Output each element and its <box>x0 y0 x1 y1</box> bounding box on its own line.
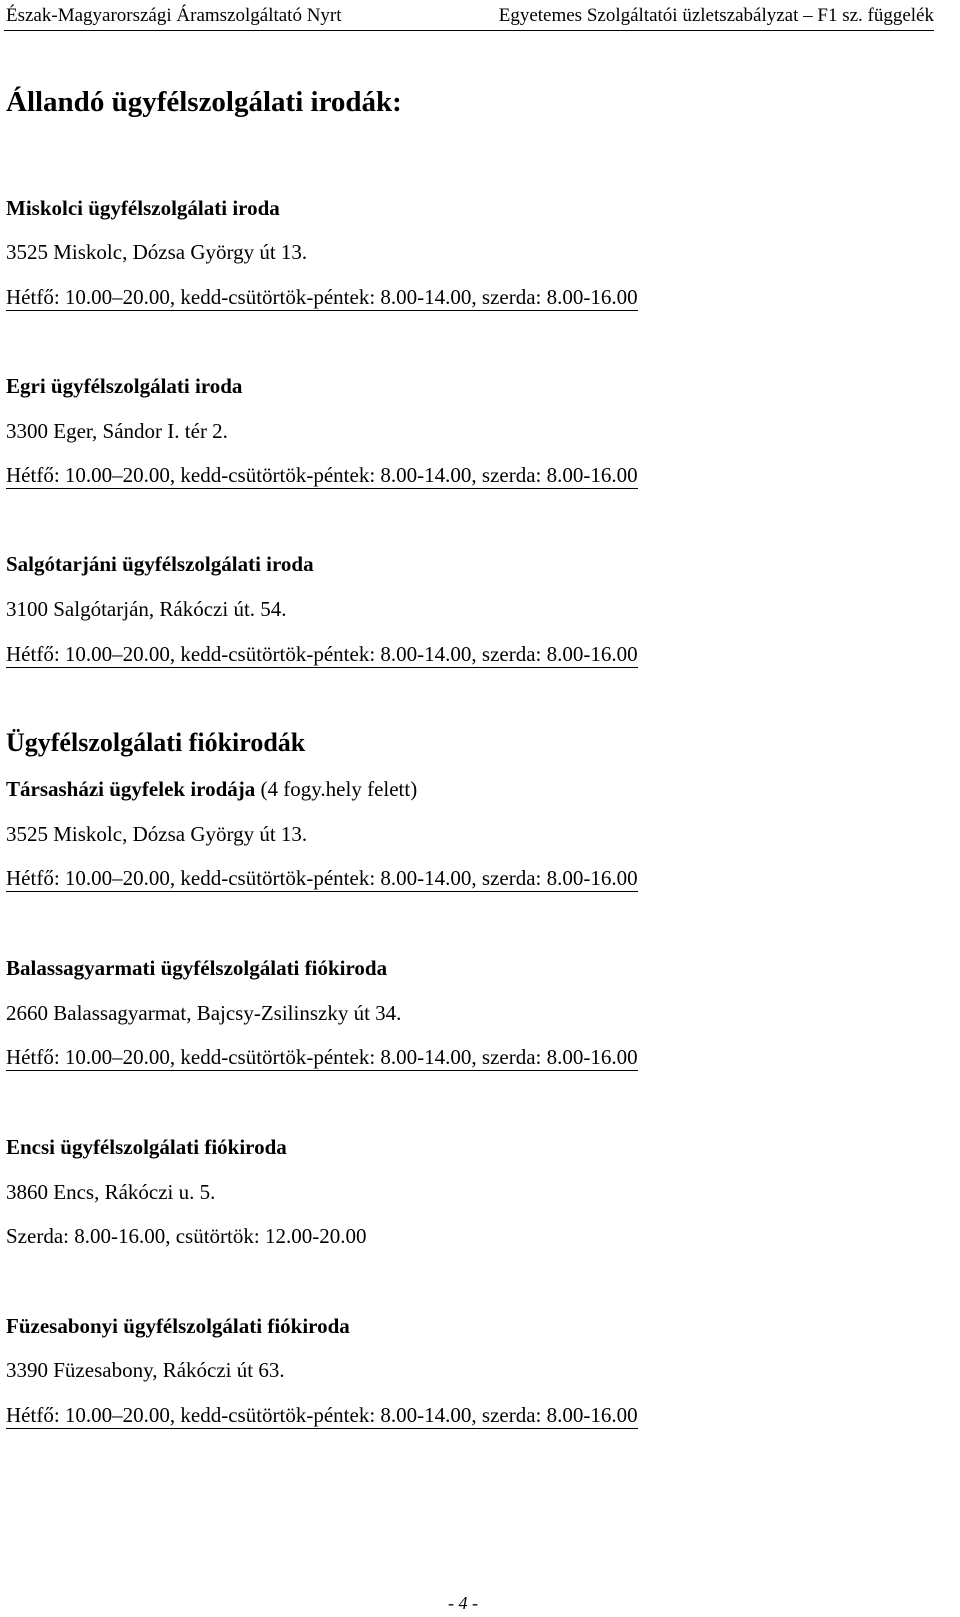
office-hours-miskolc: Hétfő: 10.00–20.00, kedd-csütörtök-péntek: 8.00-14.00, szerda: 8.00-16.00 <box>6 285 638 309</box>
office-address-eger: 3300 Eger, Sándor I. tér 2. <box>6 419 228 443</box>
office-address-miskolc: 3525 Miskolc, Dózsa György út 13. <box>6 240 308 264</box>
page-title: Állandó ügyfélszolgálati irodák: <box>6 86 402 118</box>
office-hours-balassagyarmat: Hétfő: 10.00–20.00, kedd-csütörtök-péntek: 8.00-14.00, szerda: 8.00-16.00 <box>6 1045 638 1069</box>
office-address-tarsashazi: 3525 Miskolc, Dózsa György út 13. <box>6 822 308 846</box>
office-name-salgotarjan: Salgótarjáni ügyfélszolgálati iroda <box>6 552 314 576</box>
section-title-branches: Ügyfélszolgálati fiókirodák <box>6 728 306 757</box>
office-name-eger: Egri ügyfélszolgálati iroda <box>6 374 243 398</box>
office-hours-salgotarjan: Hétfő: 10.00–20.00, kedd-csütörtök-péntek: 8.00-14.00, szerda: 8.00-16.00 <box>6 642 638 666</box>
office-name-encs: Encsi ügyfélszolgálati fiókiroda <box>6 1135 287 1159</box>
office-hours-encs: Szerda: 8.00-16.00, csütörtök: 12.00-20.00 <box>6 1224 367 1248</box>
office-address-balassagyarmat: 2660 Balassagyarmat, Bajcsy-Zsilinszky út 34. <box>6 1001 402 1025</box>
office-hours-fuzesabony: Hétfő: 10.00–20.00, kedd-csütörtök-péntek: 8.00-14.00, szerda: 8.00-16.00 <box>6 1403 638 1427</box>
office-address-encs: 3860 Encs, Rákóczi u. 5. <box>6 1180 216 1204</box>
office-name-miskolc: Miskolci ügyfélszolgálati iroda <box>6 196 280 220</box>
page-header <box>4 4 934 31</box>
office-hours-eger: Hétfő: 10.00–20.00, kedd-csütörtök-péntek: 8.00-14.00, szerda: 8.00-16.00 <box>6 463 638 487</box>
office-name-tarsashazi: Társasházi ügyfelek irodája (4 fogy.hely felett) <box>6 777 418 801</box>
office-address-salgotarjan: 3100 Salgótarján, Rákóczi út. 54. <box>6 597 287 621</box>
header-company: Észak-Magyarországi Áramszolgáltató Nyrt <box>6 5 342 26</box>
office-address-fuzesabony: 3390 Füzesabony, Rákóczi út 63. <box>6 1358 285 1382</box>
office-hours-tarsashazi: Hétfő: 10.00–20.00, kedd-csütörtök-péntek: 8.00-14.00, szerda: 8.00-16.00 <box>6 866 638 890</box>
header-document-title: Egyetemes Szolgáltatói üzletszabályzat – F1 sz. függelék <box>498 5 934 26</box>
page-number: - 4 - <box>448 1593 478 1613</box>
office-name-balassagyarmat: Balassagyarmati ügyfélszolgálati fiókiroda <box>6 956 388 980</box>
office-name-fuzesabony: Füzesabonyi ügyfélszolgálati fiókiroda <box>6 1314 350 1338</box>
